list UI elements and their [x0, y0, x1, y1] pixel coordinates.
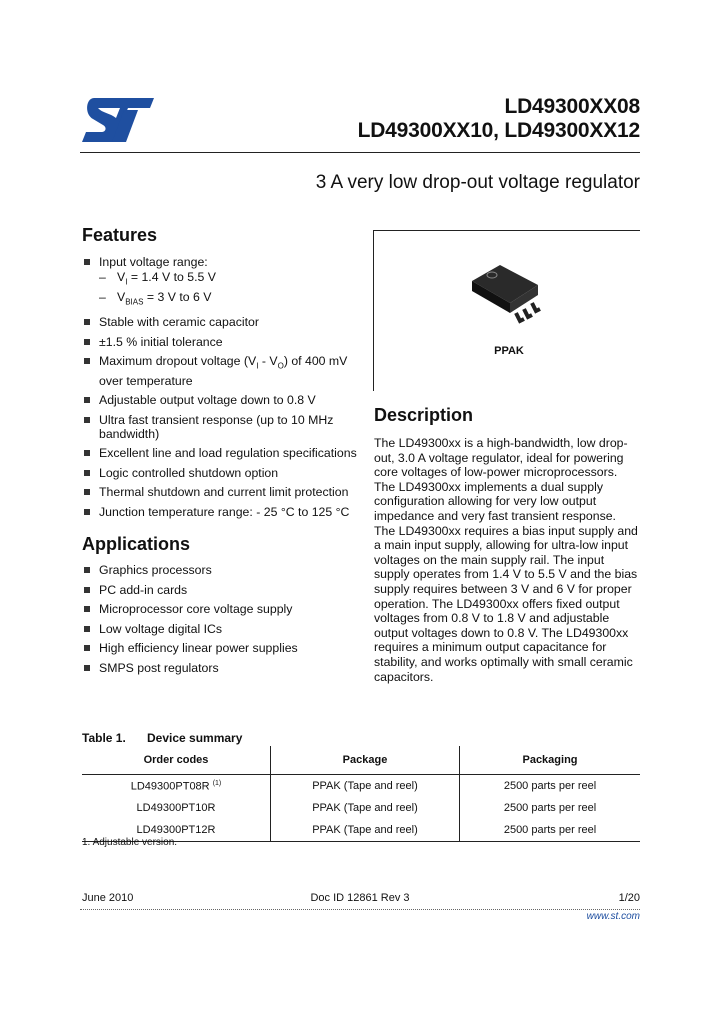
features-list — [82, 255, 372, 524]
list-item: Microprocessor core voltage supply — [82, 602, 372, 616]
features-heading: Features — [82, 225, 158, 245]
st-logo — [80, 96, 156, 144]
table-row — [82, 775, 640, 798]
table-cell: LD49300PT08R $^{(1)}$ — [130, 779, 222, 793]
bullet-icon — [84, 319, 90, 325]
applications-list — [82, 563, 372, 680]
bullet-icon — [84, 567, 90, 573]
footer-date: June 2010 — [82, 892, 134, 904]
bullet-icon — [84, 397, 90, 403]
description-heading: Description — [374, 405, 474, 425]
bullet-icon — [84, 626, 90, 632]
table-header-row — [82, 746, 640, 775]
sub-list — [99, 270, 372, 310]
footer-doc-id: Doc ID 12861 Rev 3 — [310, 892, 410, 904]
table-cell: LD49300PT12R — [82, 819, 271, 842]
table-cell: 2500 parts per reel — [460, 819, 641, 842]
list-item: High efficiency linear power supplies — [82, 641, 372, 655]
table-title: Device summary — [147, 731, 243, 745]
bullet-icon — [84, 665, 90, 671]
bullet-icon — [84, 509, 90, 515]
list-item: Maximum dropout voltage $(V_I - V_O)$ of 400 mV over temperature — [82, 354, 372, 387]
list-item: Input voltage range: – $V_I = 1.4$ V to 5.5 V – $V_{BIAS} = 3$ V to 6 V — [82, 255, 372, 310]
list-item: Adjustable output voltage down to 0.8 V — [82, 393, 372, 407]
table-cell: 2500 parts per reel — [460, 797, 641, 819]
bullet-icon — [84, 417, 90, 423]
bullet-icon — [84, 339, 90, 345]
st-logo-icon — [80, 96, 156, 144]
header-rule — [80, 152, 640, 153]
list-item: Graphics processors — [82, 563, 372, 577]
table-cell: PPAK (Tape and reel) — [271, 819, 460, 842]
table-header: Package — [271, 746, 460, 775]
list-item: SMPS post regulators — [82, 661, 372, 675]
footer-rule — [80, 909, 640, 910]
package-box — [373, 230, 640, 391]
list-item: Ultra fast transient response (up to 10 MHz bandwidth) — [82, 413, 372, 441]
table-number: Table 1. — [82, 731, 126, 745]
table-cell: PPAK (Tape and reel) — [271, 775, 460, 798]
bullet-icon — [84, 645, 90, 651]
list-item: Junction temperature range: - 25 °C to 125 °C — [82, 505, 372, 519]
bullet-icon — [84, 358, 90, 364]
footnote-ref: (1) — [212, 779, 222, 787]
list-item: – $V_{BIAS} = 3$ V to 6 V — [99, 290, 212, 307]
table-row — [82, 797, 640, 819]
list-item: Stable with ceramic capacitor — [82, 315, 372, 329]
list-item: Logic controlled shutdown option — [82, 466, 372, 480]
page-subtitle: 3 A very low drop-out voltage regulator — [315, 172, 640, 193]
table-footnote: 1. Adjustable version. — [82, 837, 178, 848]
ppak-package-icon — [466, 257, 546, 327]
bullet-icon — [84, 606, 90, 612]
footer-link[interactable]: www.st.com — [586, 911, 640, 922]
bullet-icon — [84, 587, 90, 593]
list-item: ±1.5 % initial tolerance — [82, 335, 372, 349]
device-summary-table — [82, 746, 640, 842]
table-header: Packaging — [460, 746, 641, 775]
page-title-line1: LD49300XX08 — [504, 95, 640, 118]
bullet-icon — [84, 470, 90, 476]
package-label: PPAK — [494, 345, 524, 357]
description-text: The LD49300xx is a high-bandwidth, low drop-out, 3.0 A voltage regulator, ideal for powering core voltages of low-power microprocessors. The LD49300xx implements a dual supply configuration allowing for very low output impedance and very fast transient response. The LD49300xx requires a bias input supply and a main input supply, allowing for ultra-low input voltages on the main supply rail. The input supply operates from 1.4 V to 5.5 V and the bias supply requires between 3 V and 6 V for proper operation. The LD49300xx offers fixed output voltages from 0.8 V to 1.8 V and adjustable output voltages down to 0.8 V. The LD49300xx requires a minimum output capacitance for stability, and works optimally with small ceramic capacitors. — [374, 436, 638, 684]
page-title-line2: LD49300XX10, LD49300XX12 — [357, 119, 640, 142]
table-cell: PPAK (Tape and reel) — [271, 797, 460, 819]
bullet-icon — [84, 259, 90, 265]
list-item: – $V_I = 1.4$ V to 5.5 V — [99, 270, 216, 287]
list-item: Low voltage digital ICs — [82, 622, 372, 636]
table-cell: LD49300PT10R — [136, 802, 216, 814]
list-item: PC add-in cards — [82, 583, 372, 597]
footer-page-number: 1/20 — [618, 892, 640, 904]
bullet-icon — [84, 450, 90, 456]
table-caption — [82, 731, 242, 745]
list-item: Thermal shutdown and current limit protection — [82, 485, 372, 499]
table-header: Order codes — [82, 746, 271, 775]
bullet-icon — [84, 489, 90, 495]
table-cell: 2500 parts per reel — [460, 775, 641, 798]
applications-heading: Applications — [82, 534, 191, 554]
list-item: Excellent line and load regulation specifications — [82, 446, 372, 460]
